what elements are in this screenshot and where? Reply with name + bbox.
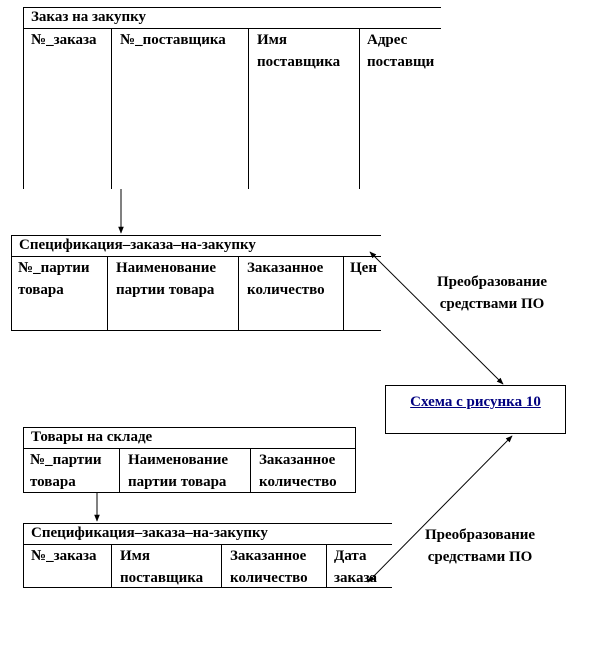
table-spec-top-title: Спецификация–заказа–на-закупку [19,237,256,253]
column-header: Заказанное количество [247,260,325,298]
column-header: Заказанное количество [259,452,337,490]
column-header: №_партии товара [18,260,90,298]
table-spec-bottom-title: Спецификация–заказа–на-закупку [31,525,268,541]
arrow-schema-spec-bottom [368,436,512,582]
column-header: №_заказа [31,32,97,48]
column-header: Наименование партии товара [116,260,216,298]
column-header: Дата заказа [334,548,377,586]
column-header: №_поставщика [120,32,226,48]
transformation-note-top: Преобразование средствами ПО [436,274,548,312]
column-header: №_партии товара [30,452,102,490]
column-header: №_заказа [31,548,97,564]
column-header: Заказанное количество [230,548,308,586]
column-header: Наименование партии товара [128,452,228,490]
column-header: Адрес поставщи [367,32,435,70]
column-header: Цен [350,260,377,276]
transformation-note-bottom: Преобразование средствами ПО [424,527,536,565]
table-stock-title: Товары на складе [31,429,153,445]
column-header: Имя поставщика [257,32,341,70]
column-header: Имя поставщика [120,548,204,586]
arrow-schema-spec-top [370,252,503,384]
schema-link[interactable]: Схема с рисунка 10 [410,394,541,410]
table-order-title: Заказ на закупку [31,9,147,25]
